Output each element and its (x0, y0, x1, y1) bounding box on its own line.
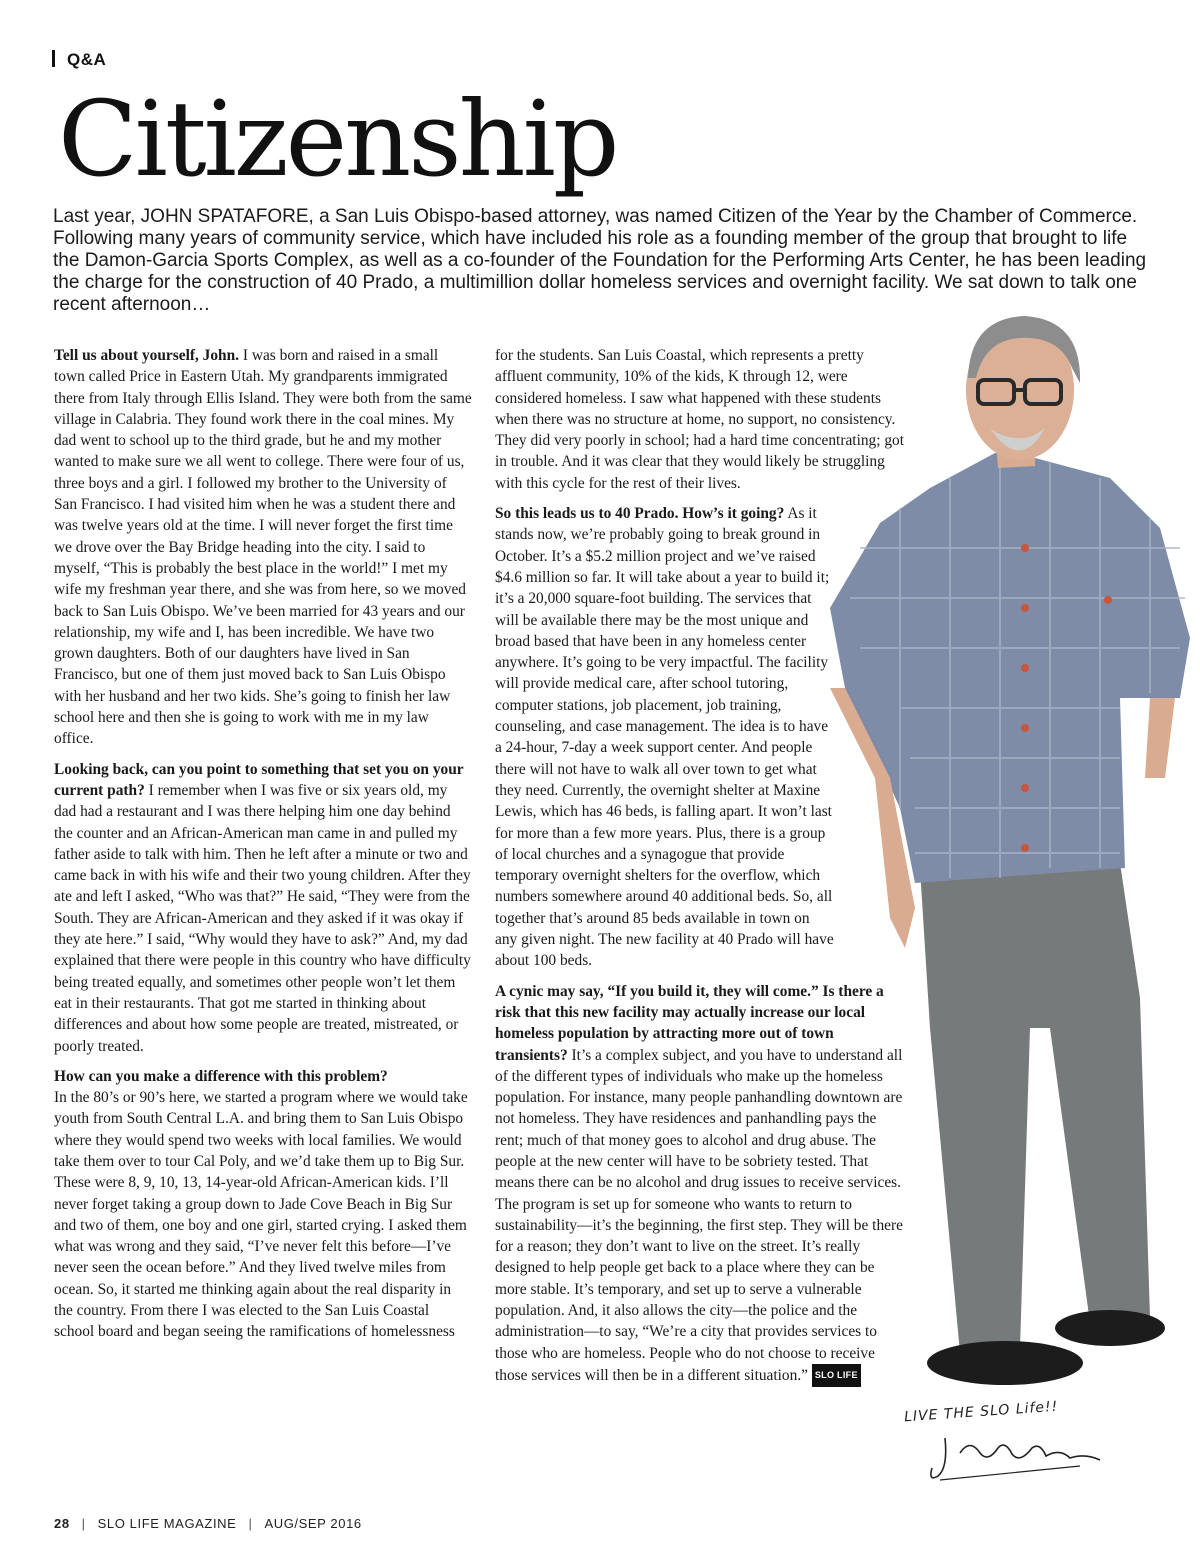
question: How can you make a difference with this problem? (54, 1067, 388, 1085)
footer-divider: | (81, 1516, 86, 1531)
qa-block (495, 503, 835, 972)
page-number: 28 (54, 1516, 70, 1531)
publication-name: SLO LIFE MAGAZINE (97, 1516, 237, 1531)
issue-date: AUG/SEP 2016 (264, 1516, 362, 1531)
answer-continued: for the students. San Luis Coastal, which represents a pretty affluent community, 10% of the kids, K through 12, were considered homeless. I saw what happened with these students when there was no structure at home, no support, no consistency. They did very poorly in school; had a hard time concentrating; got in trouble. And it was clear that they would likely be struggling with this cycle for the rest of their lives. (495, 347, 905, 492)
qa-block (54, 1066, 472, 1343)
answer: I remember when I was five or six years old, my dad had a restaurant and I was there helping him one day behind the counter and an African-American man came in and pulled my father aside to talk with him. Then he left after a minute or two and came back in with his wife and their two young children. After they ate and left I asked, “Who was that?” He said, “They were from the South. They are African-American and they asked if it was okay if they ate here.” I said, “Why would they have to ask?” And, my dad explained that there were people in this country who have difficulty being treated equally, and sometimes other people won’t let them eat in their restaurants. That got me started in thinking about differences and about how some people are treated, mistreated, or poorly treated. (54, 781, 471, 1055)
question: Tell us about yourself, John. (54, 347, 240, 364)
signature-scribble (900, 1398, 1190, 1508)
answer: In the 80’s or 90’s here, we started a program where we would take youth from South Central L.A. and bring them to San Luis Obispo where they would spend two weeks with local families. We would take them over to tour Cal Poly, and we’d take them up to Big Sur. These were 8, 9, 10, 13, 14-year-old African-American kids. I’ll never forget taking a group down to Jade Cove Beach in Big Sur and two of them, one boy and one girl, started crying. I asked them what was wrong and they said, “I’ve never felt this before—I’ve never seen the ocean before.” And they lived twelve miles from ocean. So, it started me thinking again about the real disparity in the country. From there I was elected to the San Luis Coastal school board and began seeing the ramifications of homelessness (54, 1089, 468, 1341)
qa-block (54, 759, 472, 1057)
question: So this leads us to 40 Prado. How’s it going? (495, 505, 785, 523)
left-shoe (927, 1341, 1083, 1385)
answer: It’s a complex subject, and you have to understand all of the different types of individuals who make up the homeless population. For instance, many people panhandling downtown are not homeless. They have residences and panhandling pays the rent; much of that money goes to alcohol and drug abuse. The people at the new center will have to be sobriety tested. That means there can be no alcohol and drug issues to receive services. The program is set up for someone who wants to return to sustainability—it’s the beginning, the first step. They will be there for a reason; they don’t want to live on the street. It’s really designed to help people get back to a place where they can be more stable. It’s temporary, and set up to serve a vulnerable population. And, it also allows the city—the police and the administration—to say, “We’re a city that provides services to those who are homeless. People who do not choose to receive those services will then be in a different situation.” (495, 1046, 903, 1384)
question: Looking back, can you point to something that set you on your current path? (54, 760, 464, 799)
intro-paragraph: Last year, JOHN SPATAFORE, a San Luis Obispo-based attorney, was named Citizen of the Year by the Chamber of Commerce. Following many years of community service, which have included his role as a founding member of the group that brought to life the Damon-Garcia Sports Complex, as well as a co-founder of the Foundation for the Performing Arts Center, he has been leading the charge for the construction of 40 Prado, a multimillion dollar homeless services and overnight facility. We sat down to talk one recent afternoon… (53, 206, 1147, 315)
right-shoe (1055, 1310, 1165, 1346)
page-title: Citizenship (58, 78, 617, 200)
handwritten-note: LIVE THE SLO Life!! (903, 1398, 1059, 1426)
qa-block (54, 345, 472, 750)
answer: I was born and raised in a small town called Price in Eastern Utah. My grandparents immigrated there from Italy through Ellis Island. They were both from the same village in Calabria. They found work there in the coal mines. My dad went to school up to the third grade, but he and my mother wanted to make sure we all went to college. There were four of us, three boys and a girl. I followed my brother to the University of San Francisco. I had visited him when he was a student there and was twelve years old at the time. I will never forget the first time we drove over the Bay Bridge heading into the city. I said to myself, “This is probably the best place in the world!” I met my wife my freshman year there, and she was from here, so we moved back to San Luis Obispo. We’ve been married for 43 years and our relationship, my wife and I, has been incredible. We have two grown daughters. Both of our daughters have lived in San Francisco, but one of them just moved back to San Luis Obispo with her husband and her two kids. She’s going to finish her law school here and then she is going to work with me in my law office. (54, 347, 472, 748)
section-tag (52, 50, 106, 70)
trousers-shape (920, 863, 1150, 1353)
footer-divider: | (248, 1516, 253, 1531)
end-mark: SLO LIFE (812, 1364, 861, 1387)
section-bar (52, 50, 55, 67)
question: A cynic may say, “If you build it, they will come.” Is there a risk that this new facility may actually increase our local homeless population by attracting more out of town transients? (495, 982, 884, 1064)
section-label: Q&A (67, 50, 107, 69)
answer: As it stands now, we’re probably going to break ground in October. It’s a $5.2 million project and we’ve raised $4.6 million so far. It will take about a year to build it; it’s a 20,000 square-foot building. The services that will be available there may be the most unique and broad based that have been in any homeless center anywhere. It’s going to be very impactful. The facility will provide medical care, after school tutoring, computer stations, job placement, job training, counseling, and case management. The idea is to have a 24-hour, 7-day a week support center. And people there will not have to walk all over town to get what they need. Currently, the overnight shelter at Maxine Lewis, which has 46 beds, is falling apart. It won’t last for more than a few more years. Plus, there is a group of local churches and a synagogue that provide temporary overnight shelters for the overflow, which numbers somewhere around 40 additional beds. So, all together that’s around 85 beds available in town on any given night. The new facility at 40 Prado will have about 100 beds. (495, 505, 834, 970)
right-arm (1145, 698, 1175, 778)
portrait-photo (820, 308, 1200, 1408)
signature-area (900, 1398, 1190, 1508)
article-column-left (54, 345, 472, 1352)
page-footer (54, 1516, 362, 1531)
